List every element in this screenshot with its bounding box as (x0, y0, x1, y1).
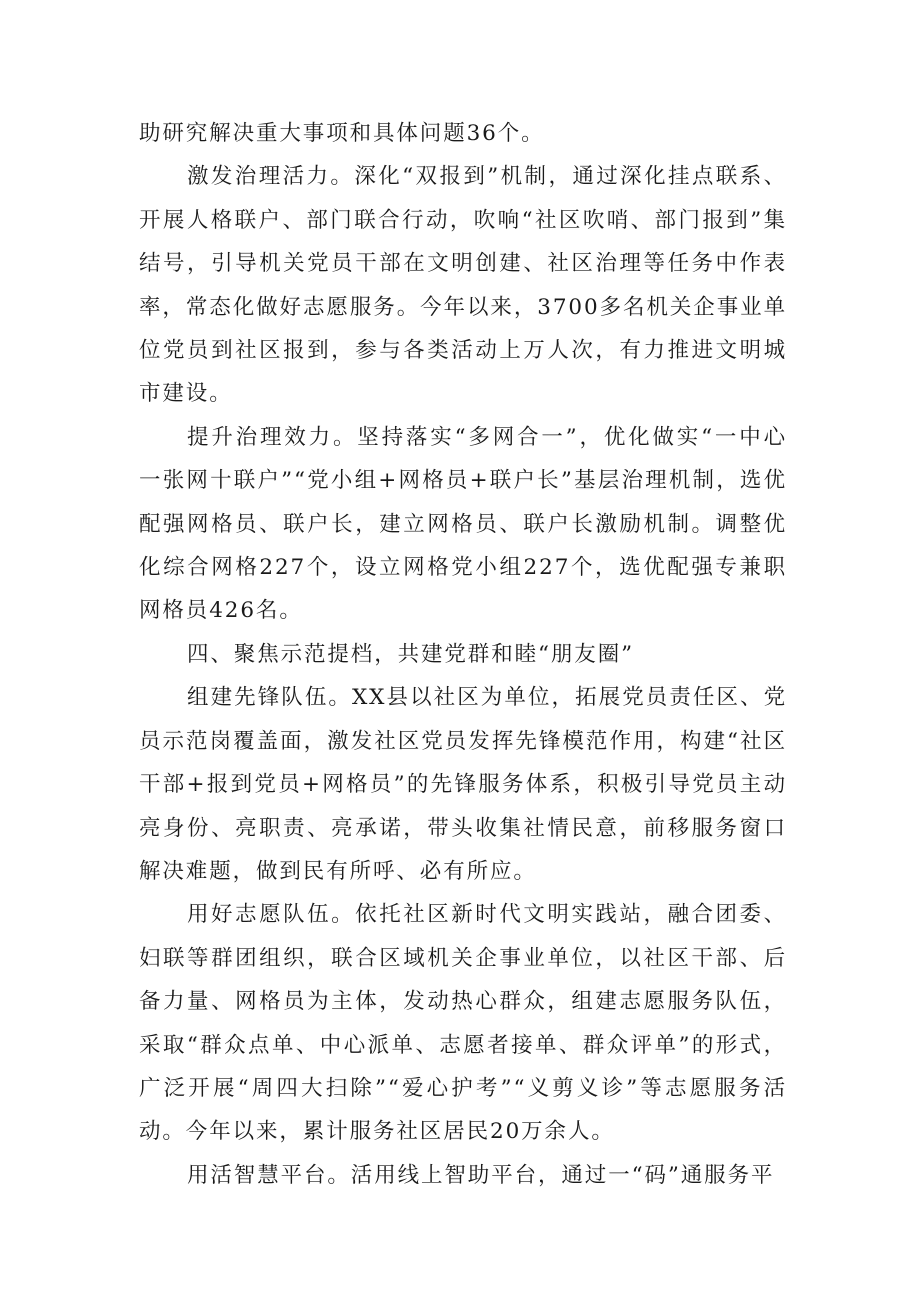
paragraph-volunteer-team: 用好志愿队伍。依托社区新时代文明实践站，融合团委、妇联等群团组织，联合区域机关企事业单位，以社区干部、后备力量、网格员为主体，发动热心群众，组建志愿服务队伍，采取“群众点单、中心派单、志愿者接单、群众评单”的形式，广泛开展“周四大扫除”“爱心护考”“义剪义诊”等志愿服务活动。今年以来，累计服务社区居民20万余人。 (139, 902, 787, 1145)
document-body (139, 112, 787, 1197)
paragraph-governance-vitality: 激发治理活力。深化“双报到”机制，通过深化挂点联系、开展人格联户、部门联合行动，吹响“社区吹哨、部门报到”集结号，引导机关党员干部在文明创建、社区治理等任务中作表率，常态化做好志愿服务。今年以来，3700多名机关企事业单位党员到社区报到，参与各类活动上万人次，有力推进文明城市建设。 (139, 164, 787, 407)
paragraph-vanguard-team: 组建先锋队伍。XX县以社区为单位，拓展党员责任区、党员示范岗覆盖面，激发社区党员发挥先锋模范作用，构建“社区干部+报到党员+网格员”的先锋服务体系，积极引导党员主动亮身份、亮职责、亮承诺，带头收集社情民意，前移服务窗口解决难题，做到民有所呼、必有所应。 (139, 685, 787, 884)
paragraph-governance-effectiveness: 提升治理效力。坚持落实“多网合一”，优化做实“一中心一张网十联户”“党小组+网格员+联户长”基层治理机制，选优配强网格员、联户长，建立网格员、联户长激励机制。调整优化综合网格227个，设立网格党小组227个，选优配强专兼职网格员426名。 (139, 424, 787, 624)
paragraph-continuation: 助研究解决重大事项和具体问题36个。 (139, 121, 545, 146)
paragraph-smart-platform: 用活智慧平台。活用线上智助平台，通过一“码”通服务平 (187, 1162, 775, 1188)
section-heading-four: 四、聚焦示范提档，共建党群和睦“朋友圈” (187, 641, 634, 667)
